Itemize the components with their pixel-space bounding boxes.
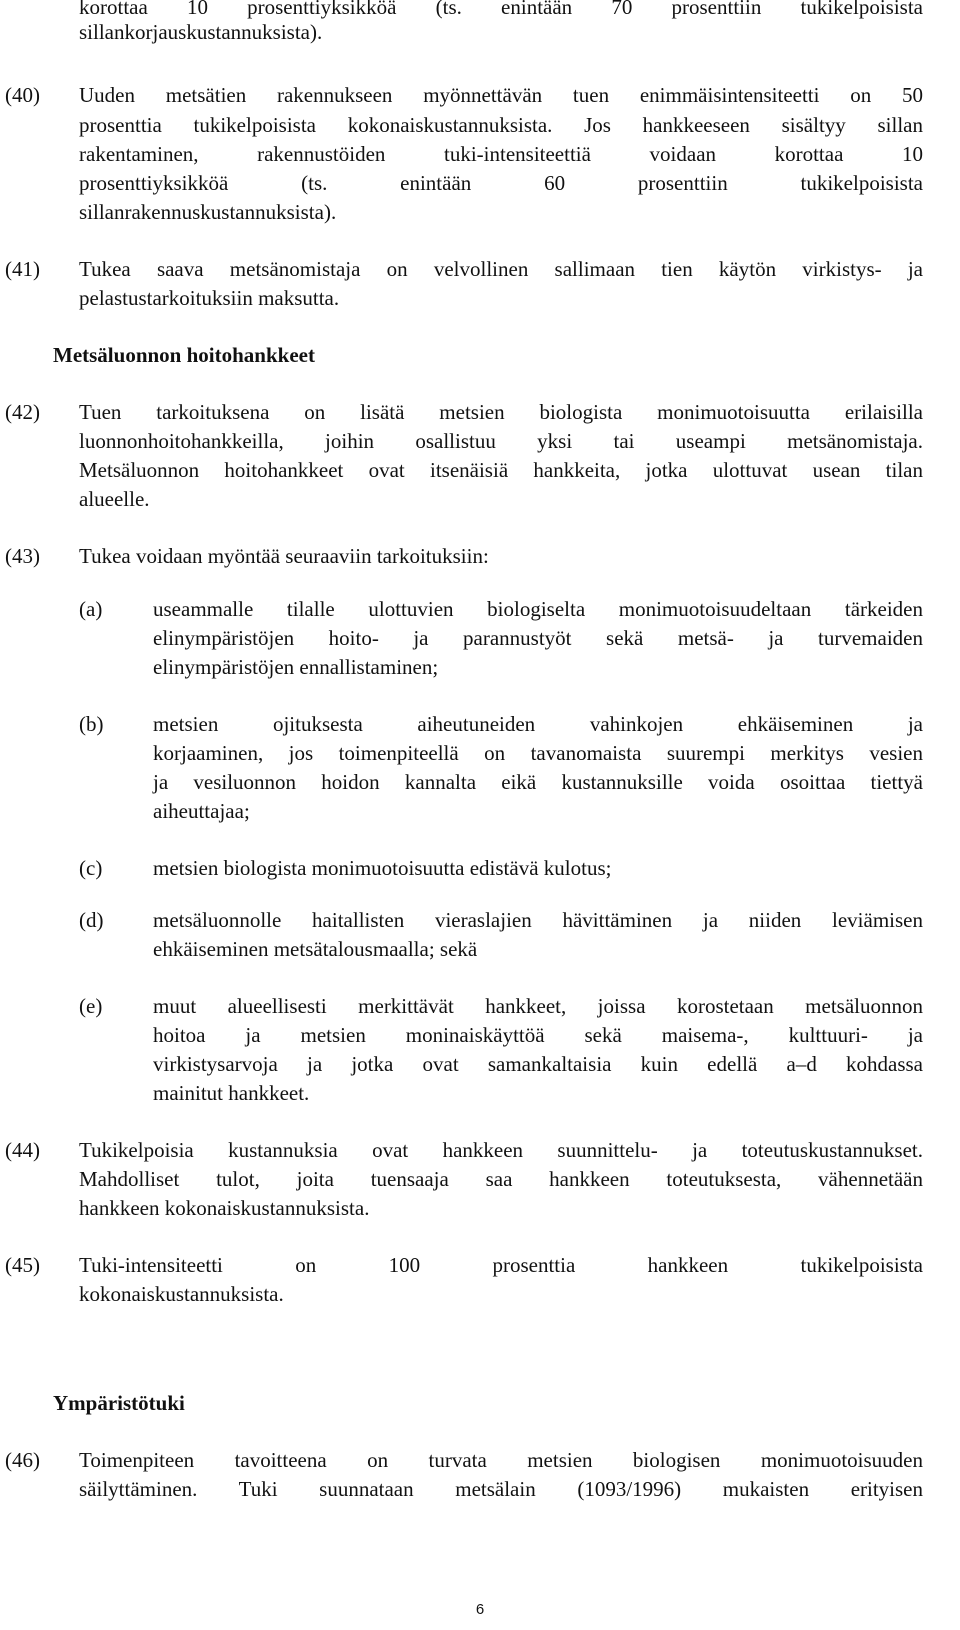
paragraph-41-number: (41): [5, 257, 40, 281]
intro-line-2: sillankorjauskustannuksista).: [79, 20, 323, 44]
list-item-c-line-1: metsien biologista monimuotoisuutta edistävä kulotus;: [153, 856, 612, 880]
intro-line-1: korottaa 10 prosenttiyksikköä (ts. enintään 70 prosenttiin tukikelpoisista: [79, 0, 923, 19]
list-item-e-line-3: virkistysarvoja ja jotka ovat samankaltaisia kuin edellä a–d kohdassa: [153, 1052, 923, 1076]
list-item-e-label: (e): [79, 994, 103, 1018]
list-item-b-line-3: ja vesiluonnon hoidon kannalta eikä kustannuksille voida osoittaa tiettyä: [153, 770, 923, 794]
paragraph-40-line-1: Uuden metsätien rakennukseen myönnettävän tuen enimmäisintensiteetti on 50: [79, 83, 923, 107]
paragraph-42-line-4: alueelle.: [79, 487, 150, 511]
paragraph-40-line-3: rakentaminen, rakennustöiden tuki-intensiteettiä voidaan korottaa 10: [79, 142, 923, 166]
list-item-a-line-1: useammalle tilalle ulottuvien biologiselta monimuotoisuudeltaan tärkeiden: [153, 597, 923, 621]
paragraph-45-line-2: kokonaiskustannuksista.: [79, 1282, 284, 1306]
section-heading-nature-management: Metsäluonnon hoitohankkeet: [53, 343, 315, 367]
paragraph-41-line-1: Tukea saava metsänomistaja on velvollinen sallimaan tien käytön virkistys- ja: [79, 257, 923, 281]
list-item-a-label: (a): [79, 597, 103, 621]
paragraph-45-number: (45): [5, 1253, 40, 1277]
list-item-e-line-1: muut alueellisesti merkittävät hankkeet, joissa korostetaan metsäluonnon: [153, 994, 923, 1018]
paragraph-44-line-3: hankkeen kokonaiskustannuksista.: [79, 1196, 370, 1220]
section-heading-environment-support: Ympäristötuki: [53, 1391, 185, 1415]
paragraph-40-number: (40): [5, 83, 40, 107]
list-item-e-line-4: mainitut hankkeet.: [153, 1081, 310, 1105]
list-item-c-label: (c): [79, 856, 103, 880]
paragraph-46-line-1: Toimenpiteen tavoitteena on turvata metsien biologisen monimuotoisuuden: [79, 1448, 923, 1472]
paragraph-43-line-1: Tukea voidaan myöntää seuraaviin tarkoituksiin:: [79, 544, 489, 568]
list-item-b-line-4: aiheuttajaa;: [153, 799, 250, 823]
paragraph-43-number: (43): [5, 544, 40, 568]
paragraph-40-line-2: prosenttia tukikelpoisista kokonaiskustannuksista. Jos hankkeeseen sisältyy sillan: [79, 113, 923, 137]
paragraph-45-line-1: Tuki-intensiteetti on 100 prosenttia hankkeen tukikelpoisista: [79, 1253, 923, 1277]
paragraph-44-number: (44): [5, 1138, 40, 1162]
paragraph-42-line-2: luonnonhoitohankkeilla, joihin osallistuu yksi tai useampi metsänomistaja.: [79, 429, 923, 453]
list-item-d-line-2: ehkäiseminen metsätalousmaalla; sekä: [153, 937, 478, 961]
list-item-e-line-2: hoitoa ja metsien moninaiskäyttöä sekä maisema-, kulttuuri- ja: [153, 1023, 923, 1047]
list-item-b-label: (b): [79, 712, 104, 736]
paragraph-42-number: (42): [5, 400, 40, 424]
list-item-a-line-2: elinympäristöjen hoito- ja parannustyöt sekä metsä- ja turvemaiden: [153, 626, 923, 650]
paragraph-44-line-2: Mahdolliset tulot, joita tuensaaja saa hankkeen toteutuksesta, vähennetään: [79, 1167, 923, 1191]
paragraph-44-line-1: Tukikelpoisia kustannuksia ovat hankkeen suunnittelu- ja toteutuskustannukset.: [79, 1138, 923, 1162]
paragraph-42-line-1: Tuen tarkoituksena on lisätä metsien biologista monimuotoisuutta erilaisilla: [79, 400, 923, 424]
paragraph-42-line-3: Metsäluonnon hoitohankkeet ovat itsenäisiä hankkeita, jotka ulottuvat usean tilan: [79, 458, 923, 482]
list-item-d-line-1: metsäluonnolle haitallisten vieraslajien hävittäminen ja niiden leviämisen: [153, 908, 923, 932]
paragraph-40-line-4: prosenttiyksikköä (ts. enintään 60 prosenttiin tukikelpoisista: [79, 171, 923, 195]
list-item-a-line-3: elinympäristöjen ennallistaminen;: [153, 655, 439, 679]
paragraph-46-line-2: säilyttäminen. Tuki suunnataan metsälain (1093/1996) mukaisten erityisen: [79, 1477, 923, 1501]
paragraph-46-number: (46): [5, 1448, 40, 1472]
list-item-b-line-1: metsien ojituksesta aiheutuneiden vahinkojen ehkäiseminen ja: [153, 712, 923, 736]
list-item-d-label: (d): [79, 908, 104, 932]
page-number: 6: [475, 1601, 485, 1618]
paragraph-41-line-2: pelastustarkoituksiin maksutta.: [79, 286, 340, 310]
list-item-b-line-2: korjaaminen, jos toimenpiteellä on tavanomaista suurempi merkitys vesien: [153, 741, 923, 765]
paragraph-40-line-5: sillanrakennuskustannuksista).: [79, 200, 337, 224]
